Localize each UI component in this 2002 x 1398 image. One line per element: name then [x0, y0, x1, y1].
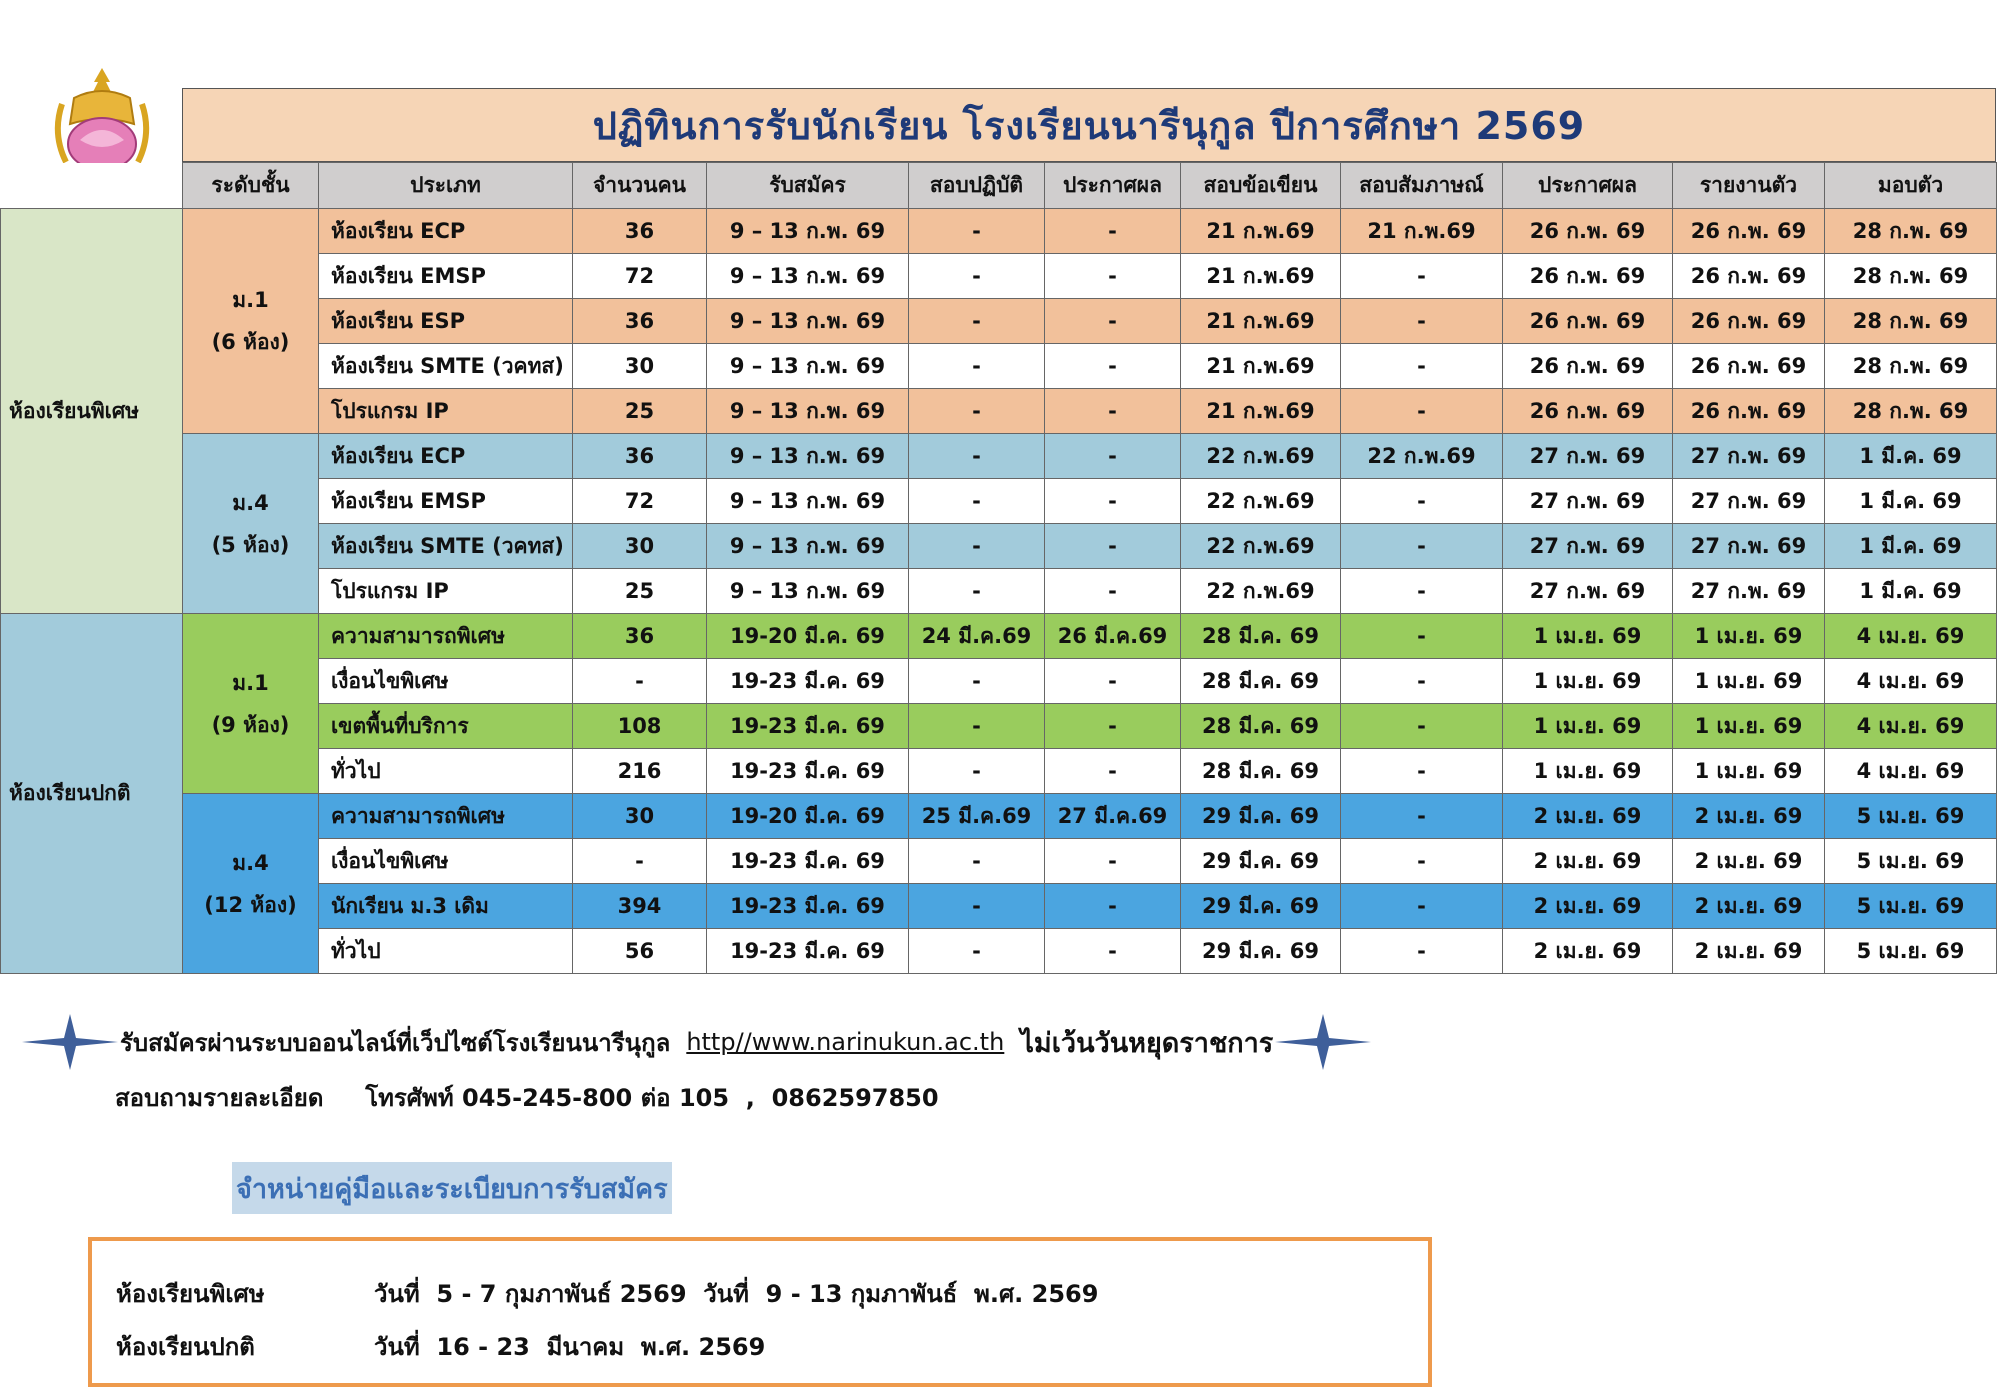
announce2-cell: 2 เม.ย. 69 [1503, 794, 1673, 839]
type-cell: ห้องเรียน EMSP [319, 479, 573, 524]
report-cell: 2 เม.ย. 69 [1673, 839, 1825, 884]
grade-label: ม.4 [232, 490, 269, 515]
apply-cell: 19-23 มี.ค. 69 [707, 659, 909, 704]
apply-cell: 9 – 13 ก.พ. 69 [707, 344, 909, 389]
interview-cell: 21 ก.พ.69 [1341, 209, 1503, 254]
sales-row-normal [116, 1327, 765, 1366]
announce2-cell: 27 ก.พ. 69 [1503, 524, 1673, 569]
interview-cell: 22 ก.พ.69 [1341, 434, 1503, 479]
type-cell: ห้องเรียน ECP [319, 209, 573, 254]
type-cell: ความสามารถพิเศษ [319, 794, 573, 839]
practical-cell: 25 มี.ค.69 [909, 794, 1045, 839]
announce2-cell: 26 ก.พ. 69 [1503, 254, 1673, 299]
practical-cell: - [909, 569, 1045, 614]
apply-cell: 19-23 มี.ค. 69 [707, 929, 909, 974]
sales-label: ห้องเรียนพิเศษ [116, 1280, 265, 1308]
practical-cell: - [909, 254, 1045, 299]
grade-cell [183, 794, 319, 974]
announce2-cell: 26 ก.พ. 69 [1503, 344, 1673, 389]
report-cell: 1 เม.ย. 69 [1673, 704, 1825, 749]
announce2-cell: 1 เม.ย. 69 [1503, 659, 1673, 704]
interview-cell: - [1341, 569, 1503, 614]
report-cell: 26 ก.พ. 69 [1673, 344, 1825, 389]
announce1-cell: - [1045, 389, 1181, 434]
written-cell: 28 มี.ค. 69 [1181, 704, 1341, 749]
contact-info: สอบถามรายละเอียด โทรศัพท์ 045-245-800 ต่อ 105 , 0862597850 [115, 1084, 939, 1112]
enroll-cell: 1 มี.ค. 69 [1825, 479, 1997, 524]
announce1-cell: - [1045, 839, 1181, 884]
apply-cell: 19-23 มี.ค. 69 [707, 749, 909, 794]
announce1-cell: 27 มี.ค.69 [1045, 794, 1181, 839]
apply-cell: 9 – 13 ก.พ. 69 [707, 479, 909, 524]
grade-room-count: (12 ห้อง) [204, 892, 297, 917]
grade-cell [183, 434, 319, 614]
count-cell: 36 [573, 299, 707, 344]
enroll-cell: 5 เม.ย. 69 [1825, 884, 1997, 929]
enroll-cell: 5 เม.ย. 69 [1825, 839, 1997, 884]
interview-cell: - [1341, 389, 1503, 434]
enroll-cell: 4 เม.ย. 69 [1825, 704, 1997, 749]
written-cell: 28 มี.ค. 69 [1181, 749, 1341, 794]
enroll-cell: 28 ก.พ. 69 [1825, 344, 1997, 389]
grade-room-count: (6 ห้อง) [211, 330, 290, 354]
table-row [1, 434, 1997, 479]
announce1-cell: - [1045, 659, 1181, 704]
written-cell: 22 ก.พ.69 [1181, 434, 1341, 479]
announce1-cell: - [1045, 254, 1181, 299]
count-cell: - [573, 839, 707, 884]
announce2-cell: 27 ก.พ. 69 [1503, 479, 1673, 524]
announce1-cell: - [1045, 434, 1181, 479]
header-cell: รับสมัคร [707, 163, 909, 209]
announce1-cell: - [1045, 524, 1181, 569]
type-cell: นักเรียน ม.3 เดิม [319, 884, 573, 929]
interview-cell: - [1341, 884, 1503, 929]
report-cell: 2 เม.ย. 69 [1673, 794, 1825, 839]
count-cell: 72 [573, 254, 707, 299]
announce1-cell: - [1045, 884, 1181, 929]
count-cell: 30 [573, 344, 707, 389]
practical-cell: - [909, 479, 1045, 524]
practical-cell: - [909, 749, 1045, 794]
report-cell: 26 ก.พ. 69 [1673, 299, 1825, 344]
manual-sales-box [88, 1237, 1432, 1387]
group-label: ห้องเรียนปกติ [1, 614, 183, 974]
announce1-cell: - [1045, 209, 1181, 254]
type-cell: โปรแกรม IP [319, 569, 573, 614]
report-cell: 1 เม.ย. 69 [1673, 749, 1825, 794]
practical-cell: - [909, 929, 1045, 974]
interview-cell: - [1341, 794, 1503, 839]
enroll-cell: 5 เม.ย. 69 [1825, 929, 1997, 974]
sales-row-special [116, 1274, 1098, 1313]
type-cell: ห้องเรียน ESP [319, 299, 573, 344]
interview-cell: - [1341, 524, 1503, 569]
header-cell: จำนวนคน [573, 163, 707, 209]
written-cell: 29 มี.ค. 69 [1181, 884, 1341, 929]
grade-cell [183, 614, 319, 794]
apply-cell: 19-20 มี.ค. 69 [707, 614, 909, 659]
announce2-cell: 2 เม.ย. 69 [1503, 884, 1673, 929]
practical-cell: - [909, 839, 1045, 884]
header-cell: สอบสัมภาษณ์ [1341, 163, 1503, 209]
page-title: ปฏิทินการรับนักเรียน โรงเรียนนารีนุกูล ปีการศึกษา 2569 [182, 88, 1996, 162]
table-row [1, 209, 1997, 254]
count-cell: 216 [573, 749, 707, 794]
type-cell: โปรแกรม IP [319, 389, 573, 434]
apply-cell: 9 – 13 ก.พ. 69 [707, 524, 909, 569]
written-cell: 22 ก.พ.69 [1181, 569, 1341, 614]
practical-cell: - [909, 884, 1045, 929]
practical-cell: - [909, 299, 1045, 344]
announce1-cell: - [1045, 344, 1181, 389]
manual-sales-title: จำหน่ายคู่มือและระเบียบการรับสมัคร [232, 1162, 672, 1214]
count-cell: - [573, 659, 707, 704]
grade-label: ม.4 [232, 850, 269, 875]
enroll-cell: 4 เม.ย. 69 [1825, 659, 1997, 704]
apply-cell: 9 – 13 ก.พ. 69 [707, 389, 909, 434]
four-point-star-icon [20, 1012, 120, 1072]
type-cell: เงื่อนไขพิเศษ [319, 659, 573, 704]
header-blank [1, 163, 183, 209]
announce1-cell: - [1045, 929, 1181, 974]
announce2-cell: 1 เม.ย. 69 [1503, 614, 1673, 659]
announce2-cell: 1 เม.ย. 69 [1503, 704, 1673, 749]
header-cell: ประกาศผล [1045, 163, 1181, 209]
count-cell: 30 [573, 794, 707, 839]
group-label: ห้องเรียนพิเศษ [1, 209, 183, 614]
announce2-cell: 26 ก.พ. 69 [1503, 209, 1673, 254]
announce1-cell: - [1045, 569, 1181, 614]
sales-dates: วันที่ 5 - 7 กุมภาพันธ์ 2569 วันที่ 9 - 13 กุมภาพันธ์ พ.ศ. 2569 [374, 1280, 1099, 1308]
count-cell: 25 [573, 389, 707, 434]
interview-cell: - [1341, 344, 1503, 389]
grade-cell [183, 209, 319, 434]
practical-cell: - [909, 704, 1045, 749]
enroll-cell: 28 ก.พ. 69 [1825, 209, 1997, 254]
admission-calendar-table [0, 162, 1997, 974]
report-cell: 1 เม.ย. 69 [1673, 659, 1825, 704]
practical-cell: - [909, 434, 1045, 479]
grade-room-count: (9 ห้อง) [211, 712, 290, 737]
header-cell: มอบตัว [1825, 163, 1997, 209]
report-cell: 26 ก.พ. 69 [1673, 254, 1825, 299]
count-cell: 56 [573, 929, 707, 974]
report-cell: 2 เม.ย. 69 [1673, 884, 1825, 929]
type-cell: ห้องเรียน EMSP [319, 254, 573, 299]
note-text: รับสมัครผ่านระบบออนไลน์ที่เว็ปไซต์โรงเรียนนารีนุกูล [120, 1028, 671, 1057]
practical-cell: - [909, 659, 1045, 704]
practical-cell: - [909, 389, 1045, 434]
written-cell: 29 มี.ค. 69 [1181, 839, 1341, 884]
header-cell: สอบปฏิบัติ [909, 163, 1045, 209]
header-cell: รายงานตัว [1673, 163, 1825, 209]
count-cell: 36 [573, 434, 707, 479]
written-cell: 21 ก.พ.69 [1181, 389, 1341, 434]
apply-cell: 9 – 13 ก.พ. 69 [707, 209, 909, 254]
header-cell: ประเภท [319, 163, 573, 209]
enroll-cell: 1 มี.ค. 69 [1825, 569, 1997, 614]
report-cell: 1 เม.ย. 69 [1673, 614, 1825, 659]
written-cell: 21 ก.พ.69 [1181, 344, 1341, 389]
apply-cell: 19-23 มี.ค. 69 [707, 884, 909, 929]
written-cell: 22 ก.พ.69 [1181, 524, 1341, 569]
sales-dates: วันที่ 16 - 23 มีนาคม พ.ศ. 2569 [374, 1333, 766, 1361]
practical-cell: - [909, 524, 1045, 569]
apply-cell: 9 – 13 ก.พ. 69 [707, 254, 909, 299]
interview-cell: - [1341, 254, 1503, 299]
practical-cell: 24 มี.ค.69 [909, 614, 1045, 659]
announce2-cell: 2 เม.ย. 69 [1503, 839, 1673, 884]
announce2-cell: 1 เม.ย. 69 [1503, 749, 1673, 794]
count-cell: 36 [573, 209, 707, 254]
table-row [1, 794, 1997, 839]
enroll-cell: 1 มี.ค. 69 [1825, 434, 1997, 479]
interview-cell: - [1341, 614, 1503, 659]
grade-room-count: (5 ห้อง) [211, 532, 290, 557]
apply-cell: 19-23 มี.ค. 69 [707, 704, 909, 749]
enroll-cell: 28 ก.พ. 69 [1825, 389, 1997, 434]
interview-cell: - [1341, 659, 1503, 704]
enroll-cell: 4 เม.ย. 69 [1825, 749, 1997, 794]
written-cell: 28 มี.ค. 69 [1181, 614, 1341, 659]
type-cell: ห้องเรียน SMTE (วคทส) [319, 344, 573, 389]
sales-label: ห้องเรียนปกติ [116, 1333, 255, 1361]
announce2-cell: 2 เม.ย. 69 [1503, 929, 1673, 974]
report-cell: 27 ก.พ. 69 [1673, 479, 1825, 524]
interview-cell: - [1341, 839, 1503, 884]
announce1-cell: - [1045, 749, 1181, 794]
count-cell: 30 [573, 524, 707, 569]
table-row [1, 614, 1997, 659]
type-cell: ห้องเรียน ECP [319, 434, 573, 479]
practical-cell: - [909, 344, 1045, 389]
announce2-cell: 26 ก.พ. 69 [1503, 299, 1673, 344]
interview-cell: - [1341, 704, 1503, 749]
report-cell: 26 ก.พ. 69 [1673, 209, 1825, 254]
apply-cell: 9 – 13 ก.พ. 69 [707, 434, 909, 479]
announce1-cell: - [1045, 704, 1181, 749]
practical-cell: - [909, 209, 1045, 254]
apply-cell: 19-23 มี.ค. 69 [707, 839, 909, 884]
apply-cell: 19-20 มี.ค. 69 [707, 794, 909, 839]
written-cell: 21 ก.พ.69 [1181, 299, 1341, 344]
report-cell: 26 ก.พ. 69 [1673, 389, 1825, 434]
written-cell: 28 มี.ค. 69 [1181, 659, 1341, 704]
enroll-cell: 5 เม.ย. 69 [1825, 794, 1997, 839]
online-application-note [20, 1012, 1373, 1072]
enroll-cell: 28 ก.พ. 69 [1825, 254, 1997, 299]
table-header-row [1, 163, 1997, 209]
header-cell: ระดับชั้น [183, 163, 319, 209]
grade-label: ม.1 [232, 288, 269, 312]
type-cell: ทั่วไป [319, 749, 573, 794]
header-cell: ประกาศผล [1503, 163, 1673, 209]
type-cell: เขตพื้นที่บริการ [319, 704, 573, 749]
type-cell: ความสามารถพิเศษ [319, 614, 573, 659]
announce2-cell: 27 ก.พ. 69 [1503, 434, 1673, 479]
announce1-cell: - [1045, 299, 1181, 344]
note-suffix: ไม่เว้นวันหยุดราชการ [1020, 1027, 1274, 1059]
written-cell: 29 มี.ค. 69 [1181, 794, 1341, 839]
apply-cell: 9 – 13 ก.พ. 69 [707, 569, 909, 614]
written-cell: 21 ก.พ.69 [1181, 254, 1341, 299]
interview-cell: - [1341, 299, 1503, 344]
report-cell: 2 เม.ย. 69 [1673, 929, 1825, 974]
count-cell: 25 [573, 569, 707, 614]
grade-label: ม.1 [232, 670, 269, 695]
written-cell: 22 ก.พ.69 [1181, 479, 1341, 524]
type-cell: เงื่อนไขพิเศษ [319, 839, 573, 884]
announce1-cell: 26 มี.ค.69 [1045, 614, 1181, 659]
count-cell: 72 [573, 479, 707, 524]
enroll-cell: 28 ก.พ. 69 [1825, 299, 1997, 344]
apply-cell: 9 – 13 ก.พ. 69 [707, 299, 909, 344]
written-cell: 21 ก.พ.69 [1181, 209, 1341, 254]
enroll-cell: 1 มี.ค. 69 [1825, 524, 1997, 569]
report-cell: 27 ก.พ. 69 [1673, 569, 1825, 614]
written-cell: 29 มี.ค. 69 [1181, 929, 1341, 974]
count-cell: 36 [573, 614, 707, 659]
school-website-link[interactable]: http//www.narinukun.ac.th [686, 1028, 1005, 1056]
four-point-star-icon [1273, 1012, 1373, 1072]
interview-cell: - [1341, 929, 1503, 974]
report-cell: 27 ก.พ. 69 [1673, 434, 1825, 479]
announce1-cell: - [1045, 479, 1181, 524]
announce2-cell: 26 ก.พ. 69 [1503, 389, 1673, 434]
enroll-cell: 4 เม.ย. 69 [1825, 614, 1997, 659]
type-cell: ห้องเรียน SMTE (วคทส) [319, 524, 573, 569]
header-cell: สอบข้อเขียน [1181, 163, 1341, 209]
type-cell: ทั่วไป [319, 929, 573, 974]
count-cell: 108 [573, 704, 707, 749]
count-cell: 394 [573, 884, 707, 929]
interview-cell: - [1341, 479, 1503, 524]
interview-cell: - [1341, 749, 1503, 794]
report-cell: 27 ก.พ. 69 [1673, 524, 1825, 569]
announce2-cell: 27 ก.พ. 69 [1503, 569, 1673, 614]
